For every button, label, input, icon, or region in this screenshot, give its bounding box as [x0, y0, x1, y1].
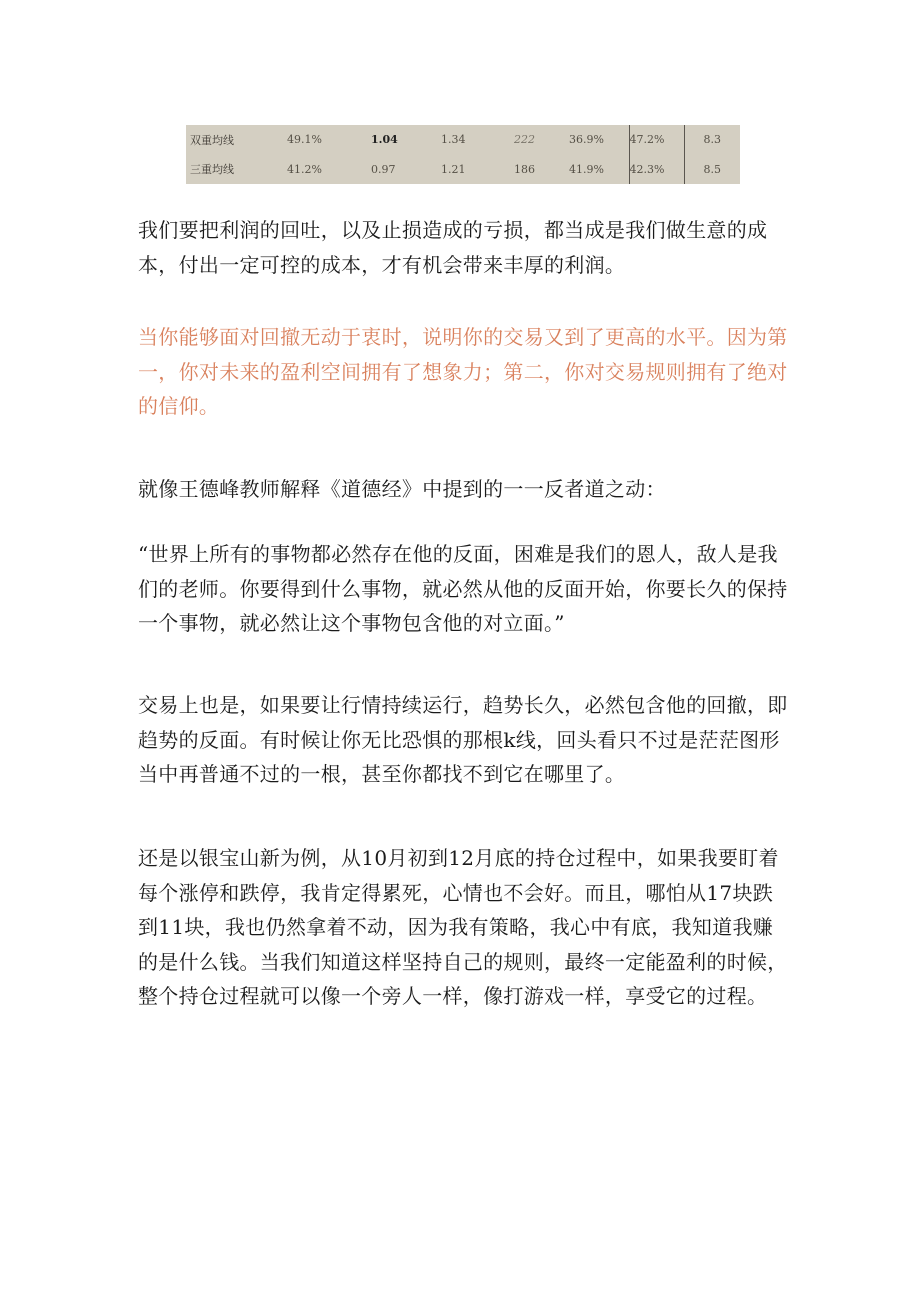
- paragraph-trading-trend: 交易上也是，如果要让行情持续运行，趋势长久，必然包含他的回撤，即趋势的反面。有时候让你无比恐惧的那根k线，回头看只不过是茫茫图形当中再普通不过的一根，甚至你都找不到它在哪里了。: [138, 693, 788, 786]
- table-cell: 47.2%: [629, 125, 684, 155]
- table-cell: 8.3: [684, 125, 740, 155]
- table-cell: 8.5: [684, 155, 740, 185]
- table-cell: 41.9%: [569, 162, 604, 176]
- table-row: [186, 125, 740, 155]
- paragraph-highlight-drawdown: 当你能够面对回撤无动于衷时，说明你的交易又到了更高的水平。因为第一，你对未来的盈利空间拥有了想象力；第二，你对交易规则拥有了绝对的信仰。: [138, 325, 788, 418]
- table-cell: 36.9%: [569, 133, 604, 147]
- paragraph-example-yinbaoshan: 还是以银宝山新为例，从10月初到12月底的持仓过程中，如果我要盯着每个涨停和跌停，我肯定得累死，心情也不会好。而且，哪怕从17块跌到11块，我也仍然拿着不动，因为我有策略，我心中有底，我知道我赚的是什么钱。当我们知道这样坚持自己的规则，最终一定能盈利的时候，整个持仓过程就可以像一个旁人一样，像打游戏一样，享受它的过程。: [138, 846, 788, 1008]
- table-cell: 0.97: [371, 162, 396, 176]
- table-cell: 42.3%: [629, 155, 684, 185]
- table-cell: 49.1%: [287, 133, 322, 147]
- table-cell: 1.34: [441, 133, 466, 147]
- row-label: 双重均线: [190, 133, 234, 147]
- paragraph-quote: “世界上所有的事物都必然存在他的反面，困难是我们的恩人，敌人是我们的老师。你要得到什么事物，就必然从他的反面开始，你要长久的保持一个事物，就必然让这个事物包含他的对立面。”: [138, 542, 788, 635]
- strategy-stats-table: [186, 125, 740, 184]
- row-label: 三重均线: [190, 163, 234, 177]
- table-cell: 1.04: [371, 133, 398, 147]
- paragraph-daodejing-intro: 就像王德峰教师解释《道德经》中提到的一一反者道之动：: [138, 477, 666, 501]
- strategy-stats-table-image: [186, 125, 740, 184]
- table-row: [186, 155, 740, 185]
- table-cell: 186: [514, 162, 535, 176]
- table-cell: 41.2%: [287, 162, 322, 176]
- table-cell: 1.21: [441, 162, 466, 176]
- table-cell: 222: [514, 133, 535, 147]
- paragraph-cost-of-business: 我们要把利润的回吐，以及止损造成的亏损，都当成是我们做生意的成本，付出一定可控的成本，才有机会带来丰厚的利润。: [138, 218, 768, 277]
